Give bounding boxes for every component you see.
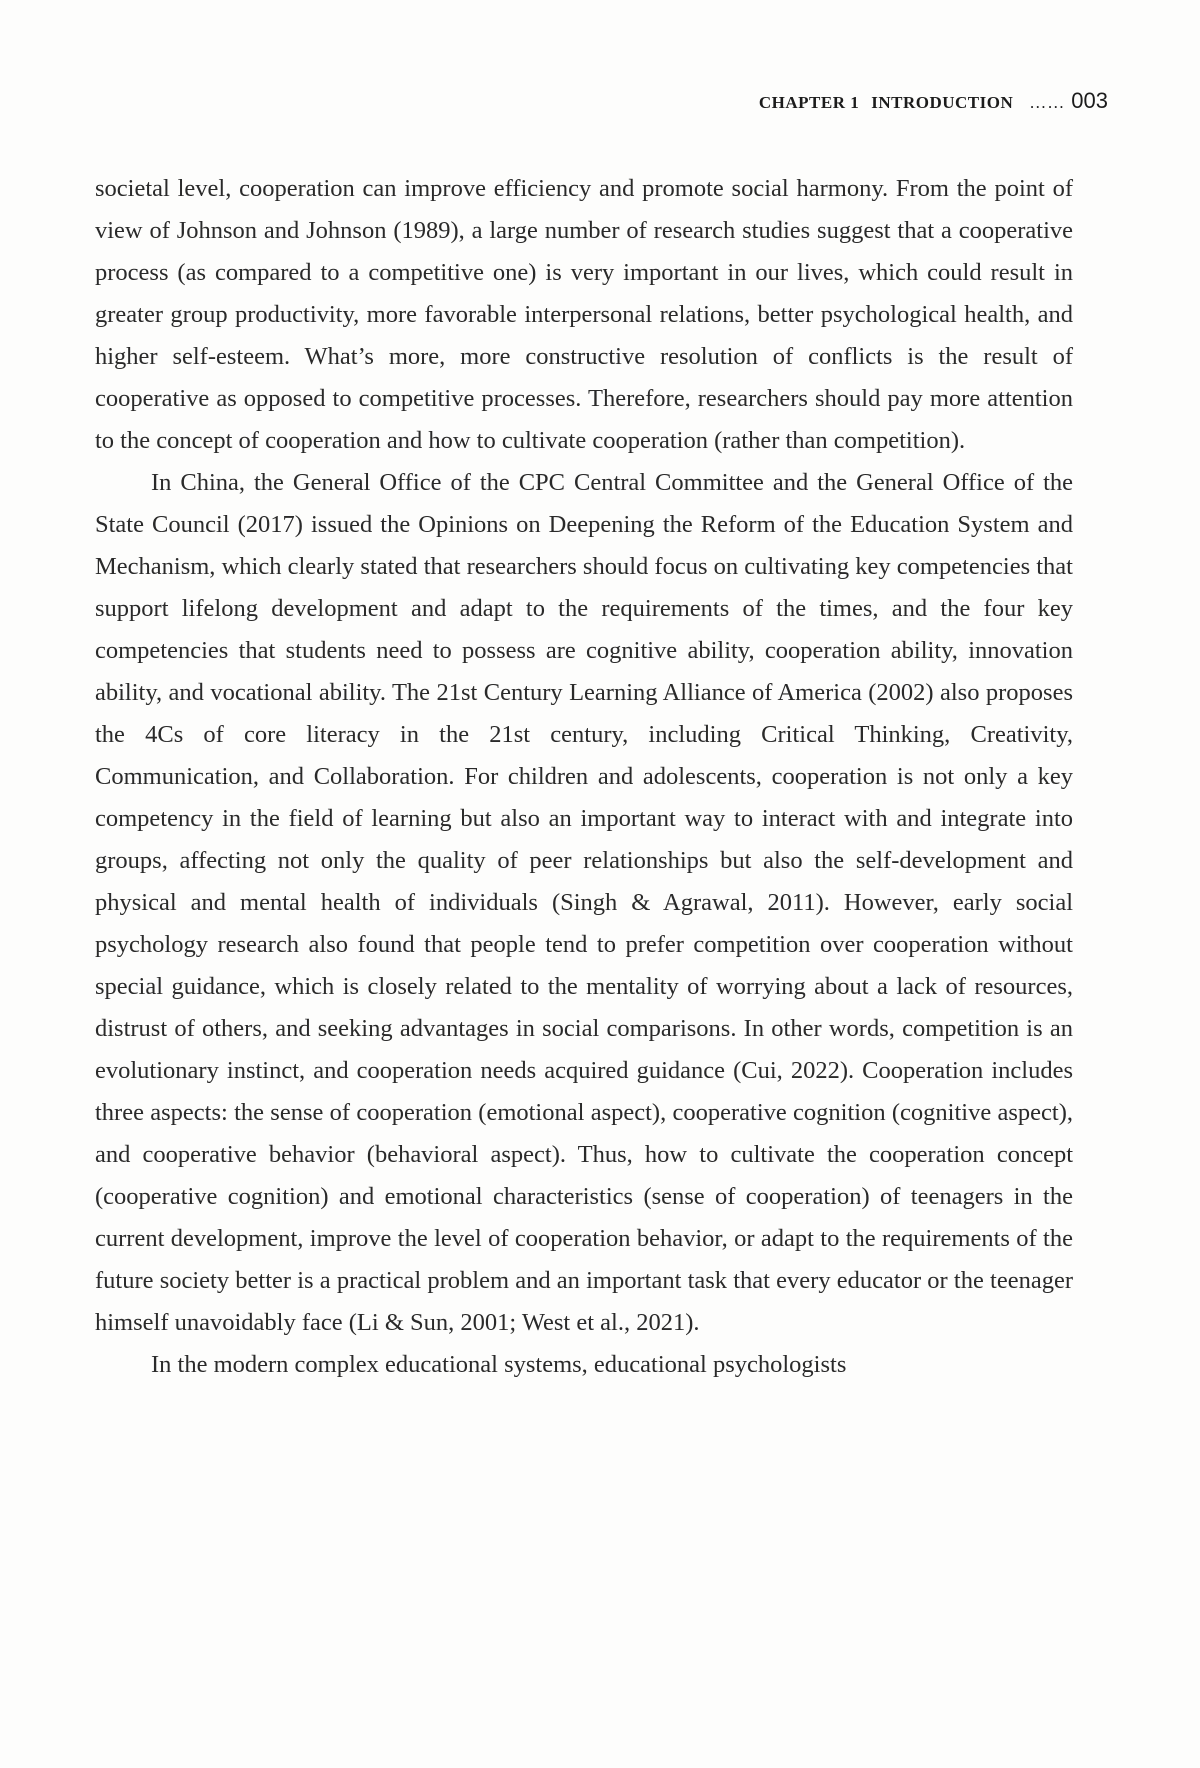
running-head-leader-dots: …… (1029, 93, 1066, 112)
running-head (759, 88, 1108, 114)
paragraph: In China, the General Office of the CPC Central Committee and the General Office of the State Council (2017) issued the Opinions on Deepening the Reform of the Education System and Mechanism, which clearly stated that researchers should focus on cultivating key competencies that support lifelong development and adapt to the requirements of the times, and the four key competencies that students need to possess are cognitive ability, cooperation ability, innovation ability, and vocational ability. The 21st Century Learning Alliance of America (2002) also proposes the 4Cs of core literacy in the 21st century, including Critical Thinking, Creativity, Communication, and Collaboration. For children and adolescents, cooperation is not only a key competency in the field of learning but also an important way to interact with and integrate into groups, affecting not only the quality of peer relationships but also the self-development and physical and mental health of individuals (Singh & Agrawal, 2011). However, early social psychology research also found that people tend to prefer competition over cooperation without special guidance, which is closely related to the mentality of worrying about a lack of resources, distrust of others, and seeking advantages in social comparisons. In other words, competition is an evolutionary instinct, and cooperation needs acquired guidance (Cui, 2022). Cooperation includes three aspects: the sense of cooperation (emotional aspect), cooperative cognition (cognitive aspect), and cooperative behavior (behavioral aspect). Thus, how to cultivate the cooperation concept (cooperative cognition) and emotional characteristics (sense of cooperation) of teenagers in the current development, improve the level of cooperation behavior, or adapt to the requirements of the future society better is a practical problem and an important task that every educator or the teenager himself unavoidably face (Li & Sun, 2001; West et al., 2021). (95, 469, 1073, 1336)
paragraph-continued: societal level, cooperation can improve efficiency and promote social harmony. From the point of view of Johnson and Johnson (1989), a large number of research studies suggest that a cooperative process (as compared to a competitive one) is very important in our lives, which could result in greater group productivity, more favorable interpersonal relations, better psychological health, and higher self-esteem. What’s more, more constructive resolution of conflicts is the result of cooperative as opposed to competitive processes. Therefore, researchers should pay more attention to the concept of cooperation and how to cultivate cooperation (rather than competition). (95, 175, 1073, 454)
paragraph: In the modern complex educational systems, educational psychologists (151, 1351, 847, 1378)
page-number: 003 (1071, 88, 1108, 113)
running-head-chapter: CHAPTER 1 (758, 93, 860, 112)
body-text (95, 168, 1073, 1386)
running-head-title: INTRODUCTION (871, 93, 1014, 112)
